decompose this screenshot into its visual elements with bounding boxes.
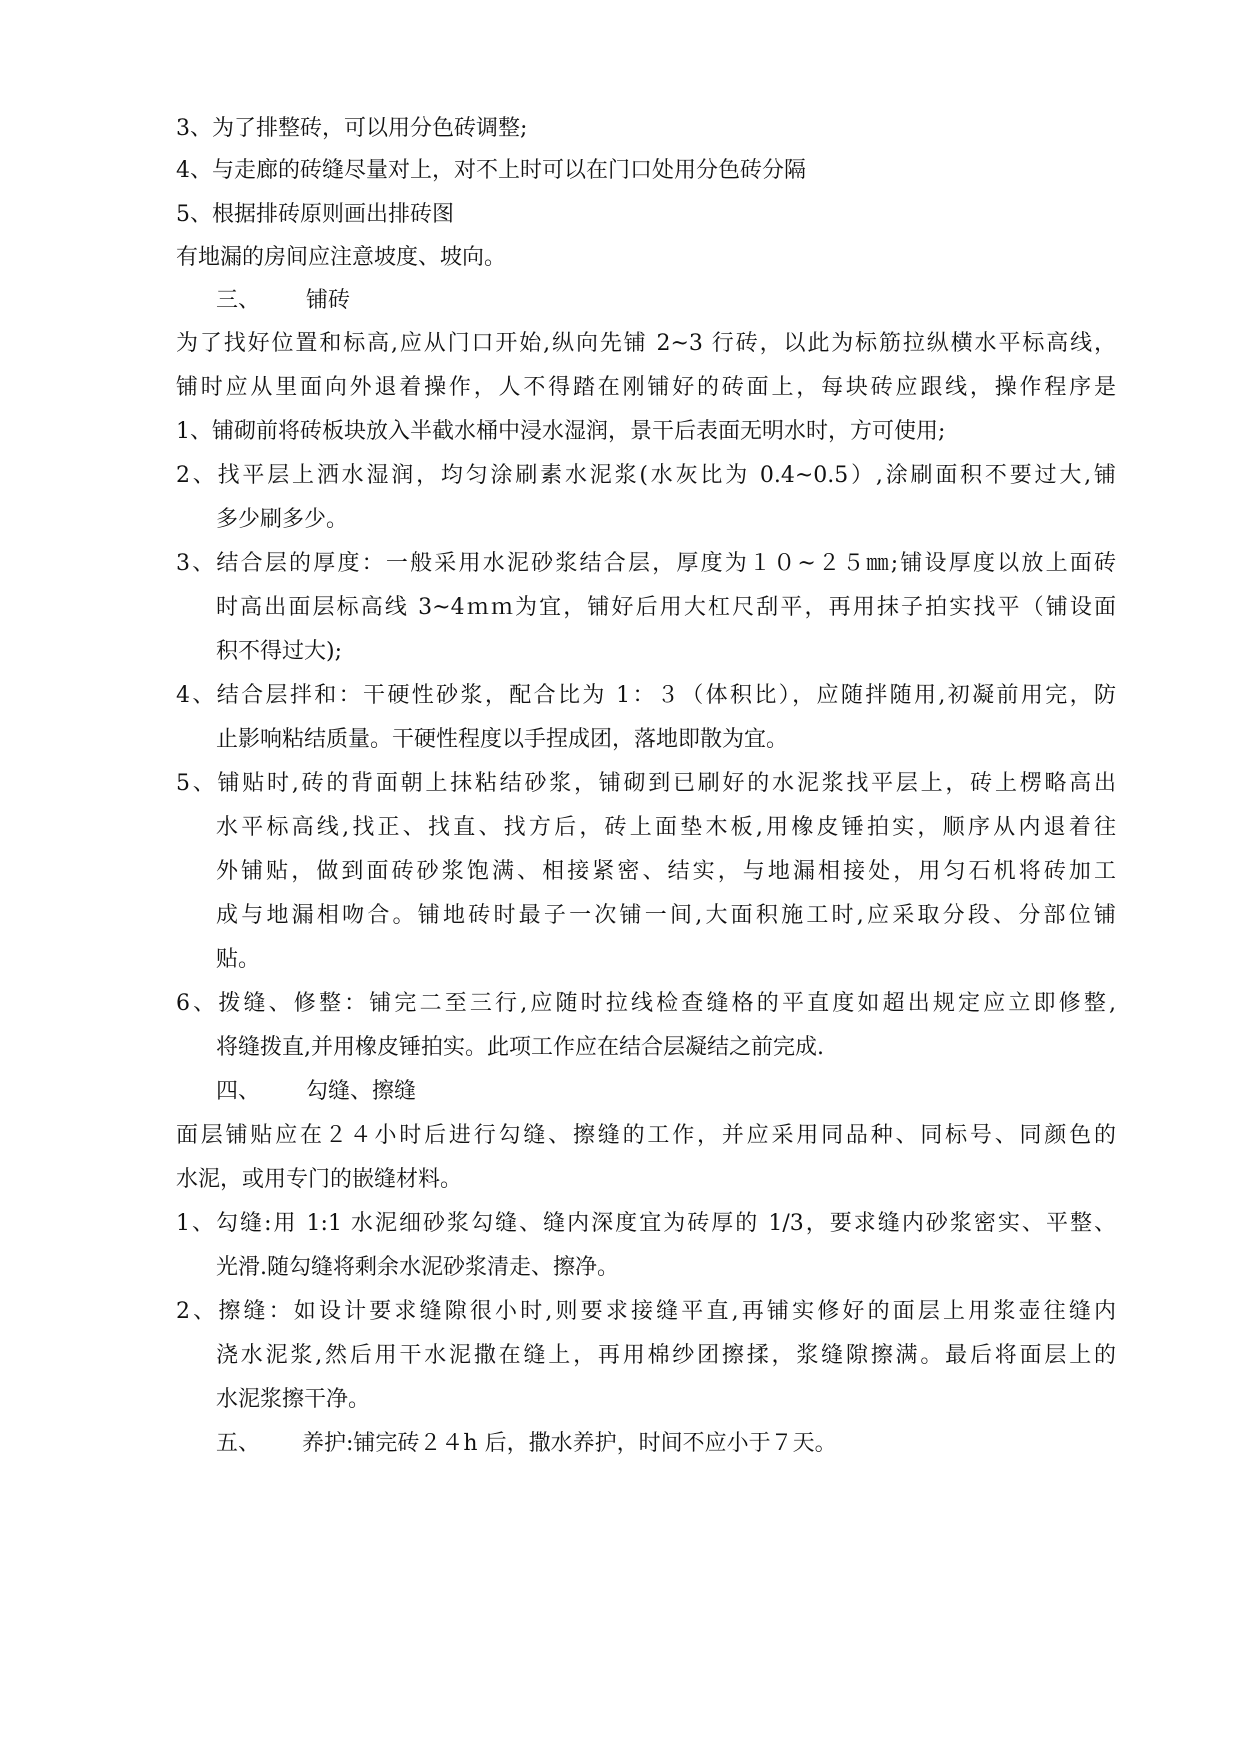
list-item-continuation: 多少刷多少。 [216,507,349,532]
list-item: 4、与走廊的砖缝尽量对上，对不上时可以在门口处用分色砖分隔 [176,158,806,183]
section-heading-4 [216,1077,1156,1107]
section-heading-3 [216,286,1156,316]
paragraph-line: 面层铺贴应在２４小时后进行勾缝、擦缝的工作，并应采用同品种、同标号、同颜色的 [176,1123,1116,1148]
list-item-continuation: 水平标高线,找正、找直、找方后，砖上面垫木板,用橡皮锤拍实，顺序从内退着往 [216,815,1116,840]
list-item: 5、铺贴时,砖的背面朝上抹粘结砂浆，铺砌到已刷好的水泥浆找平层上，砖上楞略高出 [176,771,1116,796]
list-item: 1、勾缝:用 1:1 水泥细砂浆勾缝、缝内深度宜为砖厚的 1/3，要求缝内砂浆密实、平整、 [176,1211,1116,1236]
list-item: 5、根据排砖原则画出排砖图 [176,202,454,227]
list-item-continuation: 浇水泥浆,然后用干水泥撒在缝上，再用棉纱团擦揉，浆缝隙擦满。最后将面层上的 [216,1343,1116,1368]
list-item-continuation: 成与地漏相吻合。铺地砖时最子一次铺一间,大面积施工时,应采取分段、分部位铺 [216,903,1116,928]
list-item-continuation: 积不得过大); [216,639,342,664]
list-item: 1、铺砌前将砖板块放入半截水桶中浸水湿润，景干后表面无明水时，方可使用; [176,419,946,444]
list-item-continuation: 贴。 [216,947,261,972]
list-item: 3、结合层的厚度：一般采用水泥砂浆结合层，厚度为１０~２５㎜;铺设厚度以放上面砖 [176,551,1116,576]
section-title: 养护:铺完砖２４h 后，撒水养护，时间不应小于７天。 [302,1431,837,1456]
paragraph-line: 有地漏的房间应注意坡度、坡向。 [176,245,507,270]
paragraph-line: 铺时应从里面向外退着操作，人不得踏在刚铺好的砖面上，每块砖应跟线，操作程序是 [176,375,1116,400]
section-heading-5 [216,1429,1156,1459]
section-number: 三、 [216,288,261,313]
paragraph-line: 为了找好位置和标高,应从门口开始,纵向先铺 2~3 行砖，以此为标筋拉纵横水平标高线， [176,331,1116,356]
section-number: 五、 [216,1431,261,1456]
list-item: 2、找平层上洒水湿润，均匀涂刷素水泥浆(水灰比为 0.4~0.5）,涂刷面积不要过大,铺 [176,463,1116,488]
section-number: 四、 [216,1079,261,1104]
section-title: 勾缝、擦缝 [306,1079,417,1104]
list-item: 6、拨缝、修整：铺完二至三行,应随时拉线检查缝格的平直度如超出规定应立即修整, [176,991,1116,1016]
section-title: 铺砖 [306,288,351,313]
list-item-continuation: 光滑.随勾缝将剩余水泥砂浆清走、擦净。 [216,1255,619,1280]
list-item: 2、擦缝：如设计要求缝隙很小时,则要求接缝平直,再铺实修好的面层上用浆壶往缝内 [176,1299,1116,1324]
paragraph-line: 水泥，或用专门的嵌缝材料。 [176,1167,463,1192]
list-item-continuation: 时高出面层标高线 3~4ｍｍ为宜，铺好后用大杠尺刮平，再用抹子拍实找平（铺设面 [216,595,1116,620]
list-item: 4、结合层拌和：干硬性砂浆，配合比为 1：３（体积比），应随拌随用,初凝前用完，防 [176,683,1116,708]
list-item-continuation: 外铺贴，做到面砖砂浆饱满、相接紧密、结实，与地漏相接处，用匀石机将砖加工 [216,859,1116,884]
list-item-continuation: 止影响粘结质量。干硬性程度以手捏成团，落地即散为宜。 [216,727,789,752]
list-item-continuation: 水泥浆擦干净。 [216,1387,371,1412]
list-item-continuation: 将缝拨直,并用橡皮锤拍实。此项工作应在结合层凝结之前完成. [216,1035,824,1060]
list-item: 3、为了排整砖，可以用分色砖调整; [176,116,528,141]
